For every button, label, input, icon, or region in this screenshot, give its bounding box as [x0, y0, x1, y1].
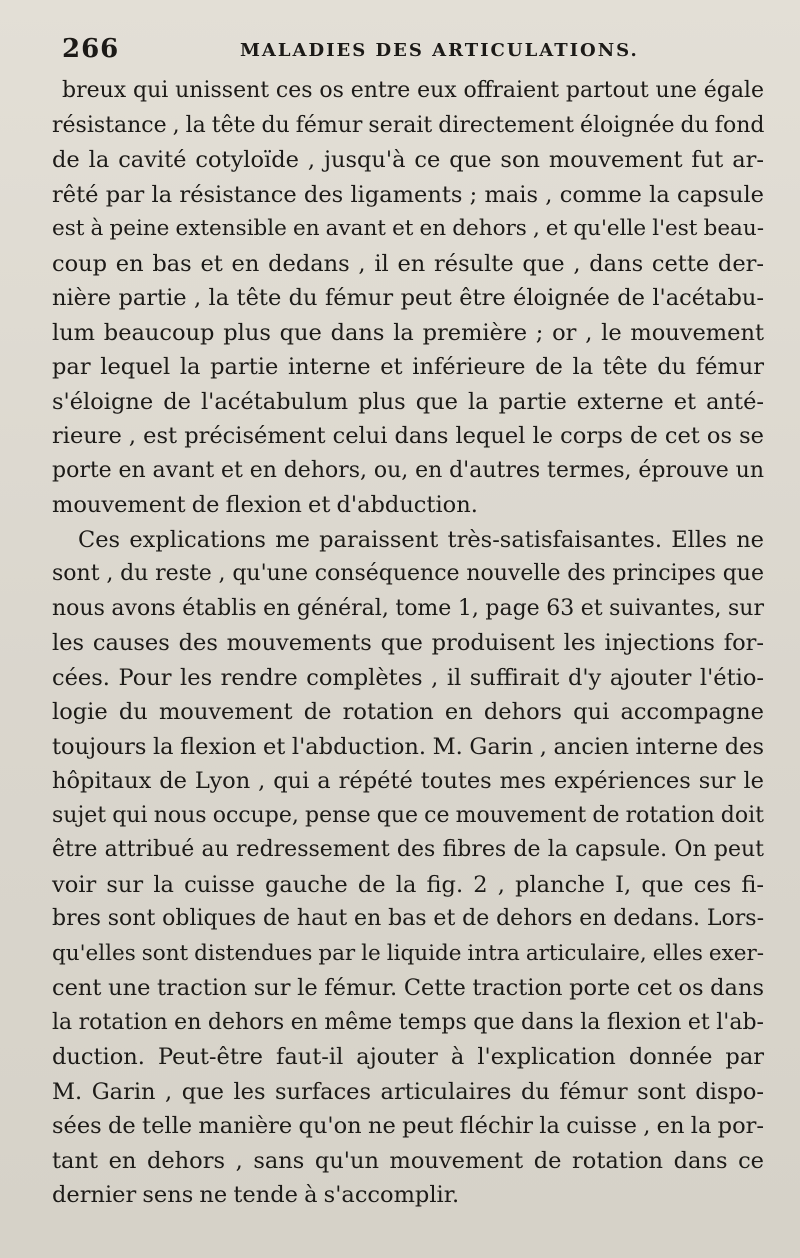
text-line: les causes des mouvements que produisent les injections for- [52, 630, 764, 656]
text-line: voir sur la cuisse gauche de la fig. 2 , planche I, que ces fi- [52, 871, 764, 898]
text-line: de la cavité cotyloïde , jusqu'à ce que son mouvement fut ar- [52, 147, 764, 173]
text-line: sujet qui nous occupe, pense que ce mouvement de rotation doit [52, 802, 764, 828]
running-title: MALADIES DES ARTICULATIONS. [240, 40, 639, 61]
text-line: s'éloigne de l'acétabulum plus que la partie externe et anté- [52, 388, 764, 415]
text-line: est à peine extensible en avant et en dehors , et qu'elle l'est beau- [52, 216, 764, 241]
text-line: coup en bas et en dedans , il en résulte que , dans cette der- [52, 250, 764, 277]
text-line: par lequel la partie interne et inférieure de la tête du fémur [52, 354, 764, 380]
text-line: cées. Pour les rendre complètes , il suffirait d'y ajouter l'étio- [52, 664, 764, 691]
text-line: sont , du reste , qu'une conséquence nouvelle des principes que [52, 561, 764, 586]
text-line: dernier sens ne tende à s'accomplir. [52, 1182, 460, 1208]
text-line: bres sont obliques de haut en bas et de dehors en dedans. Lors- [52, 906, 764, 931]
paragraph-2 [52, 523, 764, 1213]
text-line: breux qui unissent ces os entre eux offraient partout une égale [62, 78, 764, 103]
text-line: nière partie , la tête du fémur peut être éloignée de l'acétabu- [52, 285, 764, 311]
text-line: sées de telle manière qu'on ne peut fléchir la cuisse , en la por- [52, 1113, 764, 1139]
text-line: lum beaucoup plus que dans la première ; or , le mouvement [52, 319, 764, 346]
text-line: être attribué au redressement des fibres de la capsule. On peut [52, 837, 764, 862]
text-line: qu'elles sont distendues par le liquide intra articulaire, elles exer- [52, 940, 764, 966]
text-line: Ces explications me paraissent très-satisfaisantes. Elles ne [78, 526, 764, 553]
text-line: porte en avant et en dehors, ou, en d'autres termes, éprouve un [52, 457, 764, 483]
text-line: M. Garin , que les surfaces articulaires du fémur sont dispo- [52, 1078, 764, 1105]
body-text [52, 74, 764, 1213]
text-line: duction. Peut-être faut-il ajouter à l'explication donnée par [52, 1044, 764, 1070]
text-line: rêté par la résistance des ligaments ; mais , comme la capsule [52, 181, 764, 208]
text-line: toujours la flexion et l'abduction. M. Garin , ancien interne des [52, 733, 764, 760]
text-line: résistance , la tête du fémur serait directement éloignée du fond [52, 112, 765, 138]
text-line: la rotation en dehors en même temps que dans la flexion et l'ab- [52, 1009, 764, 1035]
text-line: logie du mouvement de rotation en dehors qui accompagne [52, 699, 764, 725]
text-line: rieure , est précisément celui dans lequel le corps de cet os se [52, 423, 764, 449]
text-line: mouvement de flexion et d'abduction. [52, 492, 478, 518]
page-header [0, 34, 800, 70]
page-number: 266 [62, 34, 120, 64]
paragraph-1 [52, 74, 764, 523]
text-line: tant en dehors , sans qu'un mouvement de rotation dans ce [52, 1147, 764, 1174]
text-line: nous avons établis en général, tome 1, page 63 et suivantes, sur [52, 595, 764, 621]
text-line: hôpitaux de Lyon , qui a répété toutes mes expériences sur le [52, 768, 764, 794]
text-line: cent une traction sur le fémur. Cette traction porte cet os dans [52, 975, 764, 1001]
